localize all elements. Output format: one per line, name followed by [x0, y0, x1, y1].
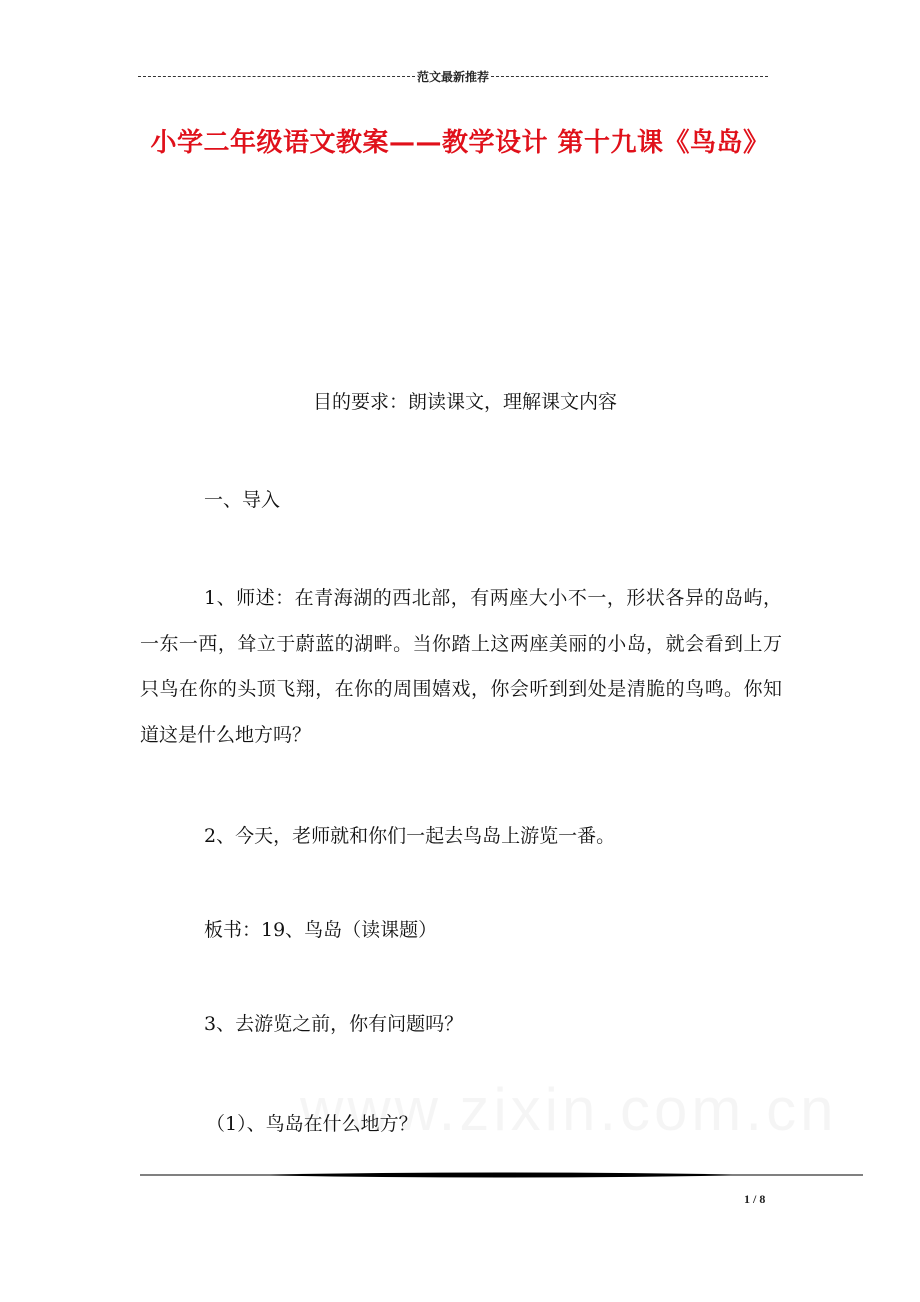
paragraph-teacher-narration: 1、师述：在青海湖的西北部，有两座大小不一，形状各异的岛屿，一东一西，耸立于蔚蓝的湖畔。当你踏上这两座美丽的小岛，就会看到上万只鸟在你的头顶飞翔，在你的周围嬉戏，你会听到到处是清脆的鸟鸣。你知道这是什么地方吗？ [140, 587, 782, 746]
header-dash-right [491, 76, 768, 77]
watermark [300, 1075, 837, 1144]
paragraph-tour-intro: 2、今天，老师就和你们一起去鸟岛上游览一番。 [204, 825, 616, 847]
document-title: 小学二年级语文教案——教学设计 第十九课《鸟岛》 [150, 128, 770, 158]
section-heading-intro: 一、导入 [204, 489, 281, 511]
paragraph-board-writing: 板书：19、鸟岛（读课题） [204, 919, 438, 941]
paragraph-questions-prompt: 3、去游览之前，你有问题吗？ [204, 1013, 464, 1035]
header-label: 范文最新推荐 [417, 69, 490, 84]
purpose-line: 目的要求：朗读课文，理解课文内容 [312, 391, 617, 413]
header-dash-left [138, 76, 415, 77]
footer-rule [140, 1170, 863, 1180]
page-header [138, 66, 768, 86]
page-number: 1 / 8 [744, 1192, 766, 1206]
question-item: （1）、鸟岛在什么地方？ [206, 1113, 418, 1135]
